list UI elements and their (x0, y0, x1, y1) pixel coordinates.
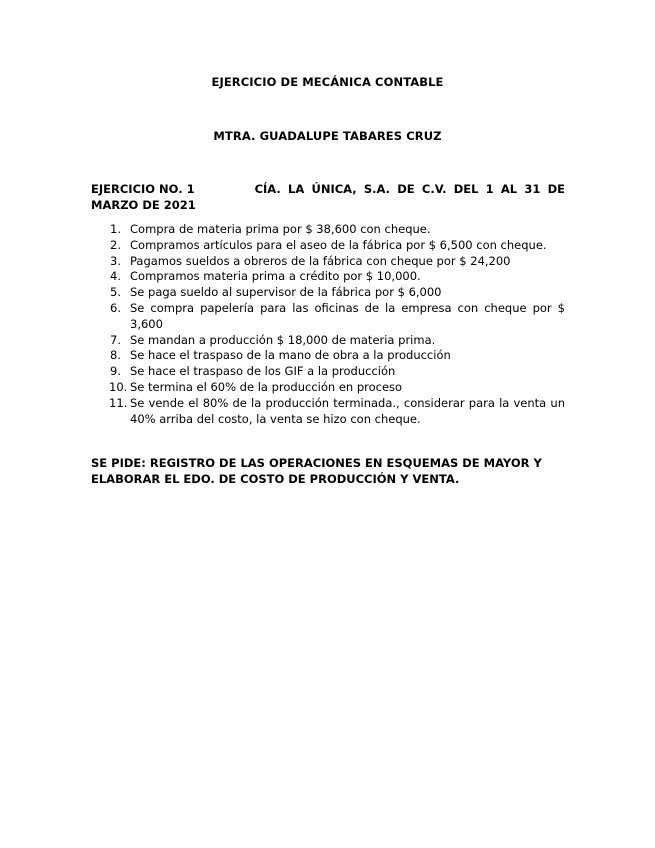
item-text: Compramos artículos para el aseo de la fábrica por $ 6,500 con cheque. (130, 237, 547, 252)
item-number: 2. (110, 237, 121, 252)
item-number: 1. (110, 222, 121, 236)
item-text: Se paga sueldo al supervisor de la fábrica por $ 6,000 (130, 285, 442, 300)
item-number: 6. (110, 300, 121, 315)
item-number: 9. (110, 364, 121, 379)
request-line-2: ELABORAR EL EDO. DE COSTO DE PRODUCCIÓN Y VENTA. (91, 472, 460, 486)
list-item (91, 380, 565, 396)
exercise-heading (91, 181, 565, 213)
item-text: Compra de materia prima por $ 38,600 con cheque. (130, 222, 431, 236)
item-number: 5. (110, 285, 121, 300)
teacher-name: MTRA. GUADALUPE TABARES CRUZ (213, 129, 442, 143)
item-number: 3. (110, 253, 121, 268)
company-line-2: MARZO DE 2021 (91, 198, 196, 212)
document-title: EJERCICIO DE MECÁNICA CONTABLE (211, 75, 444, 89)
item-number: 4. (110, 269, 121, 284)
list-item (91, 285, 565, 301)
item-text: Se vende el 80% de la producción terminada., considerar para la venta un 40% arriba del costo, la venta se hizo con cheque. (130, 395, 565, 426)
list-item (91, 238, 565, 254)
list-item (91, 333, 565, 349)
item-text: Se compra papelería para las oficinas de la empresa con cheque por $ 3,600 (130, 300, 565, 331)
item-text: Compramos materia prima a crédito por $ 10,000. (130, 269, 421, 284)
list-item (91, 301, 565, 333)
list-item (91, 396, 565, 428)
item-text: Se mandan a producción $ 18,000 de materia prima. (130, 332, 436, 347)
item-number: 7. (110, 332, 121, 347)
list-item (91, 364, 565, 380)
item-text: Se hace el traspaso de la mano de obra a la producción (130, 348, 451, 363)
request-line-1: SE PIDE: REGISTRO DE LAS OPERACIONES EN ESQUEMAS DE MAYOR Y (91, 456, 542, 470)
list-item (91, 222, 565, 238)
exercise-label: EJERCICIO NO. 1 (91, 182, 195, 196)
item-text: Pagamos sueldos a obreros de la fábrica con cheque por $ 24,200 (130, 253, 511, 268)
list-item (91, 269, 565, 285)
operations-list (91, 222, 565, 427)
item-text: Se termina el 60% de la producción en proceso (130, 379, 403, 394)
list-item (91, 348, 565, 364)
item-number: 11. (109, 395, 128, 410)
item-number: 8. (110, 348, 121, 363)
item-number: 10. (109, 379, 128, 394)
item-text: Se hace el traspaso de los GIF a la producción (130, 364, 396, 379)
company-line-1: CÍA. LA ÚNICA, S.A. DE C.V. DEL 1 AL 31 DE (254, 182, 565, 196)
request-instructions (91, 455, 565, 487)
list-item (91, 254, 565, 270)
